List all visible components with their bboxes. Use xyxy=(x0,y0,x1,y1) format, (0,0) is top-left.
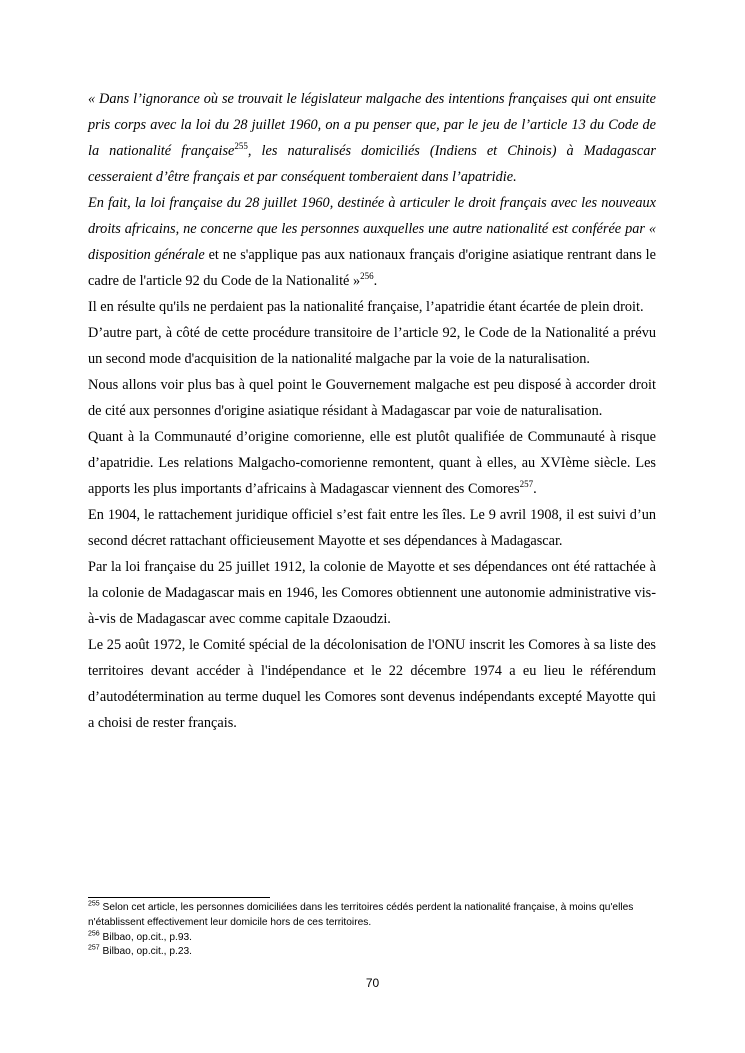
footnote-ref-257[interactable]: 257 xyxy=(519,479,534,490)
footnote-text: Selon cet article, les personnes domiciliées dans les territoires cédés perdent la nationalité française, à moins qu'elles n'établissent effectivement leur domicile hors de ces territoires. xyxy=(88,902,634,928)
footnote-257 xyxy=(88,945,658,960)
paragraph: Il en résulte qu'ils ne perdaient pas la nationalité française, l’apatridie étant écartée de plein droit. xyxy=(88,299,644,315)
paragraph-end: . xyxy=(373,273,378,289)
paragraph-end: . xyxy=(533,481,537,497)
footnotes xyxy=(88,901,658,960)
footnote-text: Bilbao, op.cit., p.93. xyxy=(99,931,192,943)
footnote-255 xyxy=(88,901,658,931)
footnote-ref-255[interactable]: 255 xyxy=(234,141,248,152)
footnote-number: 255 xyxy=(88,900,100,908)
page-number: 70 xyxy=(365,976,380,990)
paragraph-comorian-community xyxy=(88,424,656,502)
footnote-256 xyxy=(88,931,658,946)
paragraph: D’autre part, à côté de cette procédure transitoire de l’article 92, le Code de la Nationalité a prévu un second mode d'acquisition de la nationalité malgache par la voie de la naturalisation. xyxy=(88,325,656,367)
body-text xyxy=(88,86,656,736)
quote-text-continued: et ne s'applique pas aux nationaux français d'origine asiatique rentrant dans le cadre de l'article 92 du Code de la Nationalité » xyxy=(88,247,657,289)
footnote-number: 257 xyxy=(88,945,100,952)
paragraph: Par la loi française du 25 juillet 1912, la colonie de Mayotte et ses dépendances ont été rattachée à la colonie de Madagascar mais en 1946, les Comores obtiennent une autonomie administrative vis-à-vis de Madagascar avec comme capitale Dzaoudzi. xyxy=(88,559,656,627)
footnote-ref-256[interactable]: 256 xyxy=(360,271,374,282)
paragraph: En 1904, le rattachement juridique officiel s’est fait entre les îles. Le 9 avril 1908, il est suivi d’un second décret rattachant officieusement Mayotte et ses dépendances à Madagascar. xyxy=(88,507,656,549)
paragraph-quote-part-1 xyxy=(88,86,656,190)
paragraph: Nous allons voir plus bas à quel point le Gouvernement malgache est peu disposé à accorder droit de cité aux personnes d'origine asiatique résidant à Madagascar par voie de naturalisation. xyxy=(88,377,656,419)
paragraph-text: Quant à la Communauté d’origine comorienne, elle est plutôt qualifiée de Communauté à risque d’apatridie. Les relations Malgacho-comorienne remontent, quant à elles, au XVIème siècle. Les apports les plus importants d’africains à Madagascar viennent des Comores xyxy=(88,429,656,497)
quote-text: En fait, la loi française du 28 juillet 1960, destinée à articuler le droit français avec les nouveaux droits africains, ne concerne que les personnes auxquelles une autre nationalité est conférée par « disposition générale xyxy=(88,195,656,263)
footnote-separator xyxy=(88,897,270,898)
paragraph-quote-part-2 xyxy=(88,190,656,294)
footnote-text: Bilbao, op.cit., p.23. xyxy=(99,946,192,958)
quote-text-continued: , les naturalisés domiciliés (Indiens et Chinois) à Madagascar cesseraient d’être français et par conséquent tomberaient dans l’apatridie. xyxy=(88,143,656,185)
quote-text: « Dans l’ignorance où se trouvait le législateur malgache des intentions françaises qui ont ensuite pris corps avec la loi du 28 juillet 1960, on a pu penser que, par le jeu de l’article 13 du Code de la nationalité française xyxy=(88,91,656,159)
paragraph: Le 25 août 1972, le Comité spécial de la décolonisation de l'ONU inscrit les Comores à sa liste des territoires devant accéder à l'indépendance et le 22 décembre 1974 a eu lieu le référendum d’autodétermination au terme duquel les Comores sont devenus indépendants excepté Mayotte qui a choisi de rester français. xyxy=(88,637,656,731)
footnote-number: 256 xyxy=(88,930,100,938)
